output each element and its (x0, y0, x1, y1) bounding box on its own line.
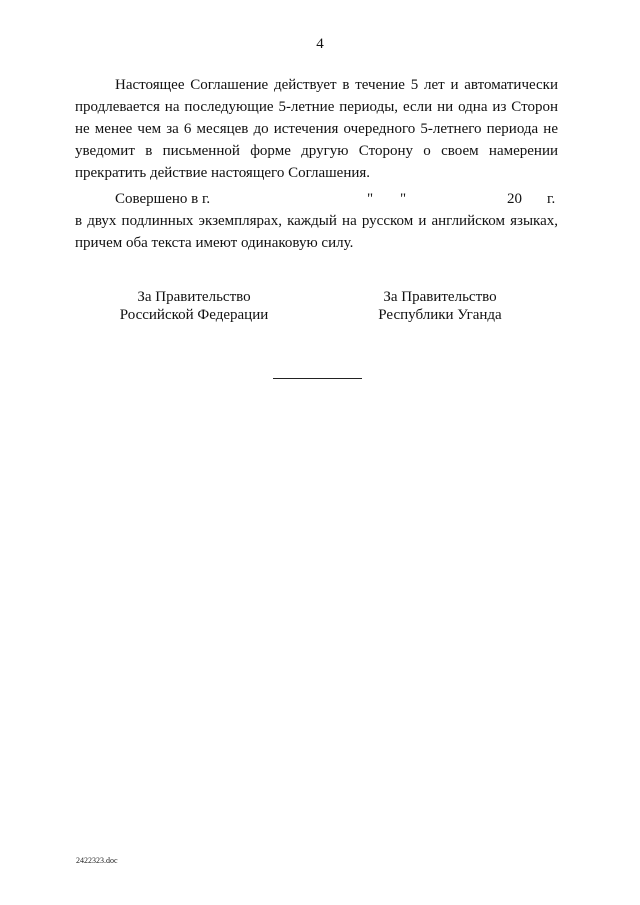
signature-uganda-line1: За Правительство (383, 289, 497, 305)
year-suffix: г. (547, 191, 556, 207)
year-prefix: 20 (507, 191, 522, 207)
done-at-text: Совершено в г. (115, 191, 211, 207)
term-paragraph: Настоящее Соглашение действует в течение 5 лет и автоматически продлевается на последующие 5-летние периоды, если ни одна из Сторон не менее чем за 6 месяцев до истечения очередного 5-летнего периода не уведомит в письменной форме другую Сторону о своем намерении прекратить действие настоящего Соглашения. (75, 77, 558, 181)
signature-russia-line1: За Правительство (137, 289, 251, 305)
end-of-text-rule (273, 378, 362, 379)
date-quote-open: " (367, 191, 374, 207)
done-at-line (75, 188, 558, 210)
copies-paragraph: в двух подлинных экземплярах, каждый на русском и английском языках, причем оба текста имеют одинаковую силу. (75, 213, 558, 251)
signature-russia-line2: Российской Федерации (119, 307, 269, 323)
signature-block-russia (94, 288, 294, 324)
signature-uganda-line2: Республики Уганда (378, 307, 502, 323)
document-filename: 2422323.doc (76, 856, 118, 865)
page-number: 4 (316, 36, 324, 52)
signature-block-uganda (340, 288, 540, 324)
date-quote-close: " (400, 191, 407, 207)
